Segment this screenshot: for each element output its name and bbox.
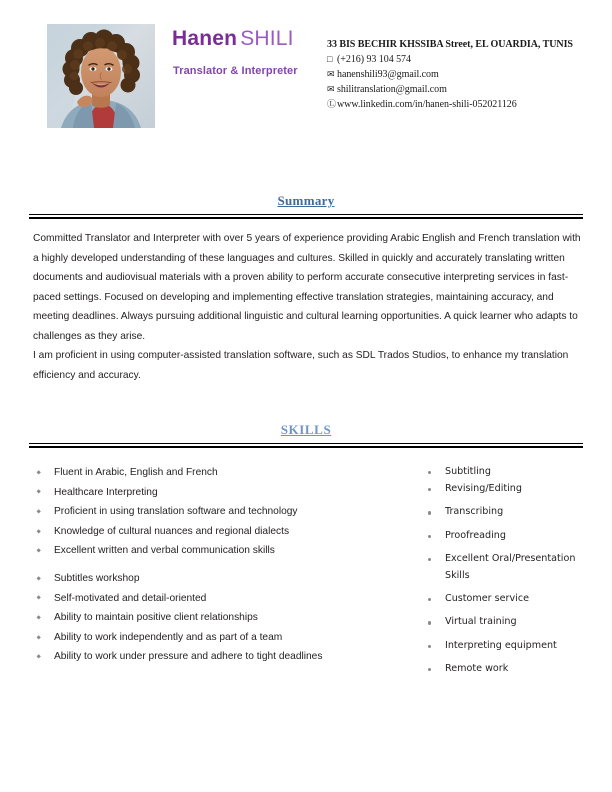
list-item-label: Customer service (445, 593, 530, 605)
bullet-icon (36, 490, 41, 495)
skills-left-column (33, 463, 363, 667)
bullet-icon (36, 470, 41, 475)
bullet-icon (36, 635, 41, 640)
bullet-icon (428, 621, 431, 624)
list-item (424, 480, 599, 497)
bullet-icon (428, 645, 431, 648)
skills-divider (29, 443, 583, 448)
skills-right-column (424, 463, 599, 677)
skills-heading: SKILLS (280, 422, 332, 437)
contact-linkedin-row[interactable] (327, 97, 597, 112)
list-item-label: Transcribing (445, 506, 504, 518)
list-item-label: Subtitling (445, 466, 491, 477)
list-item-label: Ability to work independently and as part of a team (54, 631, 283, 643)
bullet-icon (428, 488, 431, 491)
name-first: Hanen (172, 27, 238, 50)
candidate-name (172, 26, 322, 51)
list-item-label: Ability to maintain positive client relationships (54, 612, 258, 624)
contact-block (327, 38, 597, 112)
contact-email-primary-row[interactable] (327, 67, 597, 82)
bullet-icon (428, 511, 431, 514)
list-item (33, 541, 363, 561)
list-item-label: Interpreting equipment (445, 639, 557, 651)
skills-left-list (33, 463, 363, 667)
bullet-icon (428, 598, 431, 601)
list-item (33, 522, 363, 542)
linkedin-text[interactable]: www.linkedin.com/in/hanen-shili-052021126 (337, 99, 517, 110)
list-item (33, 647, 363, 667)
email-secondary-text[interactable]: shilitranslation@gmail.com (337, 84, 447, 95)
list-item (33, 608, 363, 628)
summary-body (33, 229, 581, 385)
phone-text: (+216) 93 104 574 (337, 54, 411, 65)
list-item (33, 483, 363, 503)
list-item-label: Fluent in Arabic, English and French (54, 467, 218, 478)
email-icon: ✉ (327, 84, 335, 94)
list-item-label: Revising/Editing (445, 483, 522, 495)
job-title: Translator & Interpreter (173, 65, 298, 77)
email-icon: ✉ (327, 69, 335, 79)
list-item (33, 589, 363, 609)
bullet-icon (36, 576, 41, 581)
skills-section-header (29, 421, 583, 448)
list-item (33, 569, 363, 589)
summary-paragraph-2: I am proficient in using computer-assisted translation software, such as SDL Trados Studios, to enhance my translation efficiency and accuracy. (33, 350, 569, 381)
summary-heading: Summary (277, 193, 335, 208)
contact-address-row (327, 38, 597, 52)
avatar (47, 24, 155, 128)
list-item (424, 527, 599, 544)
list-item-label: Remote work (445, 662, 509, 674)
bullet-icon (36, 596, 41, 601)
list-item-label: Proficient in using translation software and technology (54, 506, 298, 518)
list-item-label: Proofreading (445, 529, 506, 541)
resume-header (0, 0, 612, 150)
bullet-icon (36, 615, 41, 620)
bullet-icon (428, 668, 431, 671)
list-item (424, 637, 599, 654)
list-item-label: Healthcare Interpreting (54, 486, 158, 498)
bullet-icon (428, 558, 431, 561)
contact-phone-row (327, 52, 597, 67)
summary-divider (29, 214, 583, 219)
list-item (424, 550, 599, 584)
bullet-icon (428, 471, 431, 474)
phone-icon: □ (327, 54, 333, 64)
portrait-photo-icon (47, 24, 155, 128)
list-item (424, 590, 599, 607)
bullet-icon (428, 535, 431, 538)
list-item-label: Excellent written and verbal communication skills (54, 545, 275, 557)
bullet-icon (36, 509, 41, 514)
summary-paragraph-1: Committed Translator and Interpreter with over 5 years of experience providing Arabic English and French translation with a highly developed understanding of these languages and cultures. Skilled in quickly and accurately translating written documents and audiovisual materials with a proven ability to perform accurate consecutive interpreting services in fast-paced settings. Focused on developing and implementing effective translation strategies, maintaining accuracy, and meeting deadlines. Always pursuing additional linguistic and cultural learning opportunities. A quick learner who adapts to challenges as they arise. (33, 233, 581, 342)
skills-right-list (424, 463, 599, 677)
bullet-icon (36, 529, 41, 534)
contact-email-secondary-row[interactable] (327, 82, 597, 97)
email-primary-text[interactable]: hanenshili93@gmail.com (337, 69, 439, 80)
bullet-icon (36, 548, 41, 553)
list-item (33, 463, 363, 483)
list-item-label: Excellent Oral/Presentation Skills (445, 552, 576, 582)
list-item (424, 660, 599, 677)
list-item (424, 503, 599, 520)
name-last: SHILI (240, 27, 294, 50)
list-item (424, 463, 599, 480)
list-item-label: Virtual training (445, 616, 517, 628)
list-item (424, 613, 599, 630)
list-item-label: Subtitles workshop (54, 572, 140, 584)
address-text: 33 BIS BECHIR KHSSIBA Street, EL OUARDIA, TUNIS (327, 39, 573, 50)
summary-section-header (29, 192, 583, 219)
bullet-icon (36, 654, 41, 659)
list-item (33, 502, 363, 522)
list-item-label: Ability to work under pressure and adhere to tight deadlines (54, 651, 323, 663)
list-item (33, 628, 363, 648)
linkedin-icon: Ⓛ (327, 99, 337, 109)
list-item-label: Self-motivated and detail-oriented (54, 592, 207, 604)
list-item-label: Knowledge of cultural nuances and regional dialects (54, 525, 290, 537)
